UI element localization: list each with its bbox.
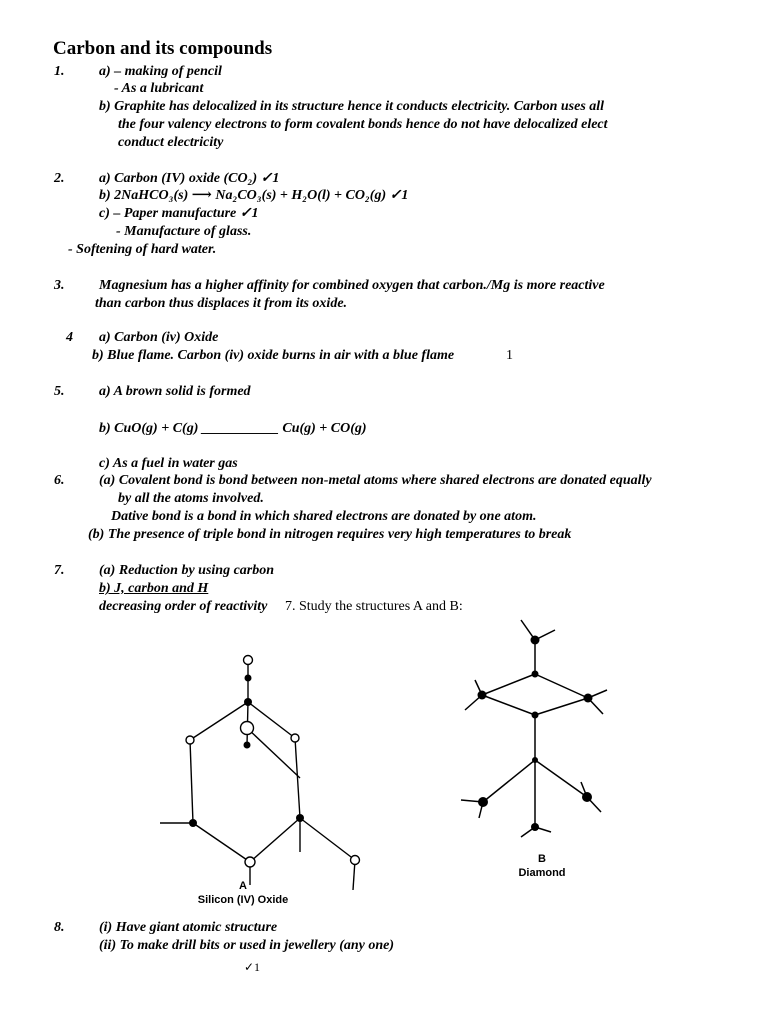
- q2-line: a) Carbon (IV) oxide (CO₂) ✓1: [99, 171, 280, 186]
- q3-number: 3.: [54, 278, 65, 293]
- q1-line: the four valency electrons to form covalent bonds hence do not have delocalized elect: [118, 117, 608, 132]
- q7-line: (a) Reduction by using carbon: [99, 563, 275, 578]
- q1-line: conduct electricity: [118, 135, 224, 150]
- structure-a-letter: A: [239, 880, 247, 892]
- q7-line: b) J, carbon and H: [99, 581, 209, 596]
- q6-line: Dative bond is a bond in which shared electrons are donated by one atom.: [111, 509, 537, 524]
- q6-line: (a) Covalent bond is bond between non-metal atoms where shared electrons are donated equally: [99, 473, 652, 488]
- q2-line: b) 2NaHCO₃(s) ⟶ Na₂CO₃(s) + H₂O(l) + CO₂(g) ✓1: [99, 188, 409, 203]
- q4-mark: 1: [506, 348, 513, 363]
- q6-number: 6.: [54, 473, 65, 488]
- q5-line: b) CuO(g) + C(g) ___________ Cu(g) + CO(g): [99, 421, 367, 436]
- q6-line: (b) The presence of triple bond in nitrogen requires very high temperatures to break: [88, 527, 572, 542]
- q8-line: (ii) To make drill bits or used in jewellery (any one): [99, 938, 395, 953]
- structure-b-letter: B: [538, 853, 546, 865]
- q1-line: - As a lubricant: [114, 81, 204, 96]
- q2-line: - Softening of hard water.: [68, 242, 217, 257]
- q2-line: c) – Paper manufacture ✓1: [99, 206, 259, 221]
- q3-line: Magnesium has a higher affinity for combined oxygen that carbon./Mg is more reactive: [99, 278, 605, 293]
- q4-line: b) Blue flame. Carbon (iv) oxide burns in air with a blue flame: [92, 348, 455, 363]
- page-title: Carbon and its compounds: [53, 38, 273, 59]
- q2-line: - Manufacture of glass.: [116, 224, 252, 239]
- q1-line: a) – making of pencil: [99, 64, 222, 79]
- structure-a-diagram: [150, 640, 380, 890]
- q5-line: a) A brown solid is formed: [99, 384, 251, 399]
- q3-line: than carbon thus displaces it from its oxide.: [95, 296, 348, 311]
- q1-number: 1.: [54, 64, 65, 79]
- structure-b-caption: Diamond: [518, 867, 566, 879]
- q2-number: 2.: [54, 171, 65, 186]
- q5-line: c) As a fuel in water gas: [99, 456, 238, 471]
- q4-line: a) Carbon (iv) Oxide: [99, 330, 219, 345]
- structure-a-caption: Silicon (IV) Oxide: [197, 894, 289, 906]
- q7-next-prompt: 7. Study the structures A and B:: [285, 599, 463, 614]
- q7-line: decreasing order of reactivity: [99, 599, 268, 614]
- q1-line: b) Graphite has delocalized in its structure hence it conducts electricity. Carbon uses all: [99, 99, 605, 114]
- q5-number: 5.: [54, 384, 65, 399]
- q6-line: by all the atoms involved.: [118, 491, 264, 506]
- q8-line: (i) Have giant atomic structure: [99, 920, 278, 935]
- q8-number: 8.: [54, 920, 65, 935]
- q4-number: 4: [66, 330, 73, 345]
- q8-mark: ✓1: [244, 960, 261, 974]
- q7-number: 7.: [54, 563, 65, 578]
- structure-b-diagram: [455, 612, 615, 852]
